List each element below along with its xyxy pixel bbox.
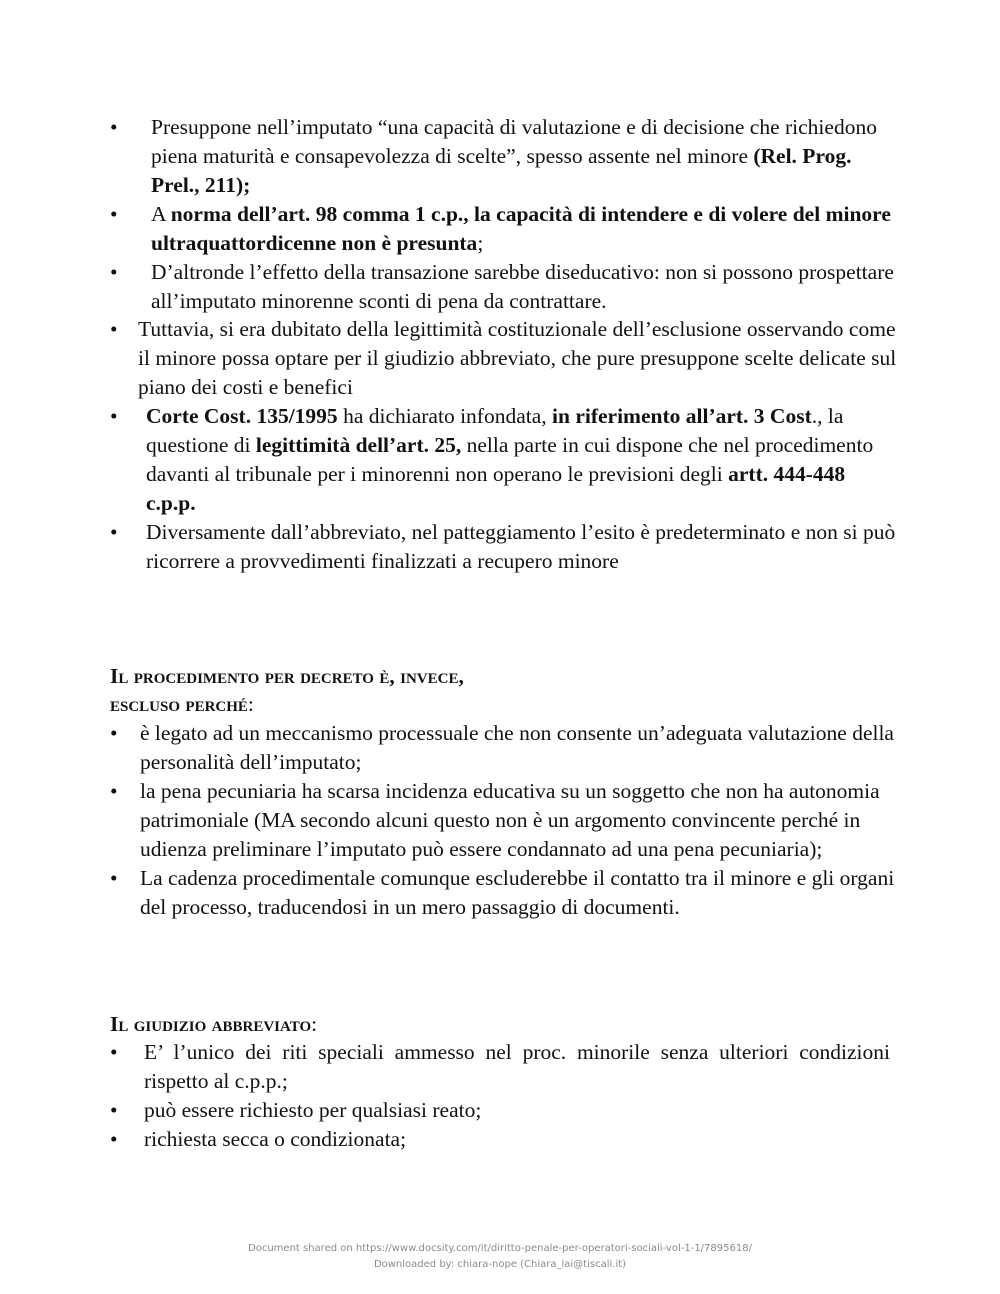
bullet-list-decreto <box>110 719 900 922</box>
item-text: richiesta secca o condizionata; <box>144 1127 407 1151</box>
item-text: è legato ad un meccanismo processuale che non consente un’adeguata valutazione della personalità dell’imputato; <box>140 721 894 774</box>
list-item <box>110 402 900 518</box>
bullet-icon: • <box>110 1127 118 1151</box>
bullet-list-doubt <box>110 315 900 402</box>
bullet-list-abbreviato <box>110 1038 890 1154</box>
heading-text: Il giudizio abbreviato <box>110 1012 312 1036</box>
heading-colon: : <box>247 692 254 716</box>
item-emphasis: in riferimento all’art. 3 Cost <box>552 404 812 428</box>
list-item <box>110 1038 890 1096</box>
item-citation: (Rel. Prog. Prel., 211); <box>151 144 852 197</box>
list-item <box>110 864 900 922</box>
section-heading-abbreviato <box>110 1010 317 1039</box>
heading-text: escluso perché <box>110 692 248 716</box>
item-text: A <box>151 202 171 226</box>
item-text: nella parte in cui dispone che nel procedimento davanti al tribunale per i minorenni non operano le previsioni degli <box>146 433 874 486</box>
heading-colon: : <box>311 1012 318 1036</box>
item-text: La cadenza procedimentale comunque escluderebbe il contatto tra il minore e gli organi del processo, traducendosi in un mero passaggio di documenti. <box>140 866 895 919</box>
list-item <box>110 1125 890 1154</box>
bullet-icon: • <box>110 1098 118 1122</box>
bullet-icon: • <box>110 520 118 544</box>
list-item <box>110 1096 890 1125</box>
list-item <box>110 719 900 777</box>
section-heading-decreto-line2 <box>110 690 254 719</box>
item-text: D’altronde l’effetto della transazione sarebbe diseducativo: non si possono prospettare all’imputato minorenne sconti di pena da contrattare. <box>151 260 894 313</box>
bullet-icon: • <box>110 202 118 226</box>
item-text: Diversamente dall’abbreviato, nel patteggiamento l’esito è predeterminato e non si può ricorrere a provvedimenti finalizzati a recupero minore <box>146 520 896 573</box>
list-item <box>110 315 900 402</box>
bullet-icon: • <box>110 866 118 890</box>
bullet-icon: • <box>110 260 118 284</box>
item-text: Tuttavia, si era dubitato della legittimità costituzionale dell’esclusione osservando come il minore possa optare per il giudizio abbreviato, che pure presuppone scelte delicate sul piano dei costi e benefici <box>138 317 897 399</box>
bullet-icon: • <box>110 115 118 139</box>
item-text: ., la questione di <box>146 404 844 457</box>
item-text: Presuppone nell’imputato “una capacità di valutazione e di decisione che richiedono piena maturità e consapevolezza di scelte”, spesso assente nel minore <box>151 115 877 168</box>
list-item <box>110 200 900 258</box>
item-text: E’ l’unico dei riti speciali ammesso nel proc. minorile senza ulteriori condizioni rispetto al c.p.p.; <box>144 1040 890 1093</box>
item-text: può essere richiesto per qualsiasi reato; <box>144 1098 482 1122</box>
bullet-icon: • <box>110 1040 118 1064</box>
item-emphasis: legittimità dell’art. 25, <box>255 433 462 457</box>
bullet-icon: • <box>110 317 118 341</box>
list-item <box>110 518 900 576</box>
item-emphasis: artt. 444-448 c.p.p. <box>146 462 846 515</box>
list-item <box>110 258 900 316</box>
item-text: la pena pecuniaria ha scarsa incidenza educativa su un soggetto che non ha autonomia patrimoniale (MA secondo alcuni questo non è un argomento convincente perché in udienza preliminare l’imputato può essere condannato ad una pena pecuniaria); <box>140 779 880 861</box>
item-emphasis: Corte Cost. 135/1995 <box>146 404 338 428</box>
footer-downloaded-by: Downloaded by: chiara-nope (Chiara_lai@tiscali.it) <box>373 1259 627 1270</box>
section-heading-decreto: Il procedimento per decreto è, invece, <box>110 664 464 688</box>
list-item <box>110 777 900 864</box>
item-text: ; <box>477 231 484 255</box>
item-text: ha dichiarato infondata, <box>337 404 553 428</box>
bullet-icon: • <box>110 404 118 428</box>
bullet-icon: • <box>110 779 118 803</box>
footer-shared-link[interactable]: Document shared on https://www.docsity.com/it/diritto-penale-per-operatori-sociali-vol-1-1/7895618/ <box>248 1243 752 1254</box>
bullet-list-reasons <box>110 113 900 316</box>
list-item <box>110 113 900 200</box>
bullet-icon: • <box>110 721 118 745</box>
item-emphasis: norma dell’art. 98 comma 1 c.p., la capacità di intendere e di volere del minore ultraquattordicenne non è presunta <box>151 202 891 255</box>
bullet-list-court <box>110 402 900 576</box>
